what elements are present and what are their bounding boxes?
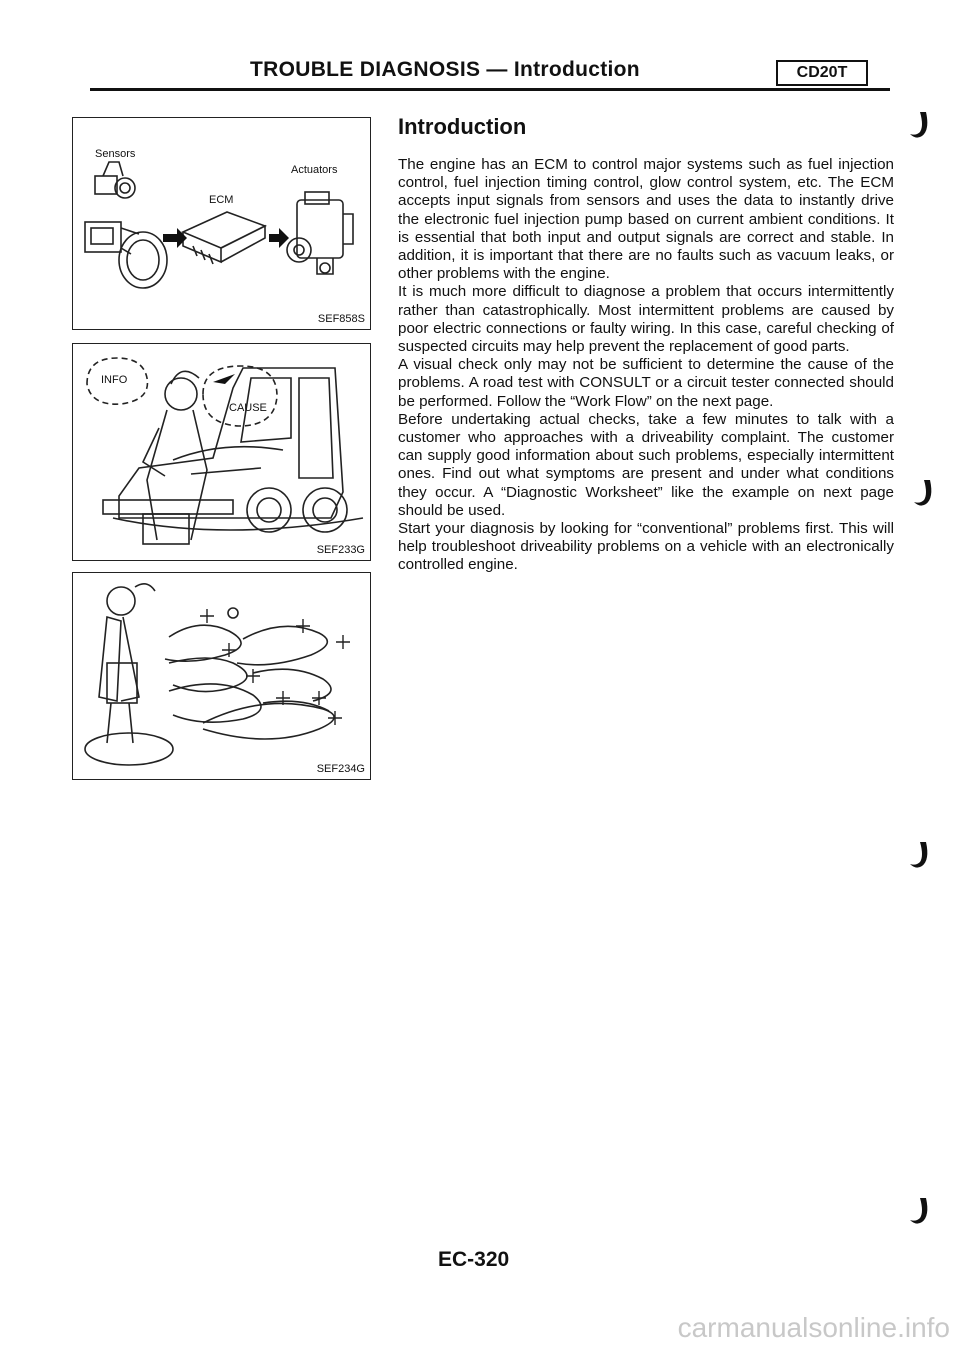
margin-check-icon	[910, 478, 938, 510]
watermark: carmanualsonline.info	[677, 1312, 950, 1343]
page-header-title: TROUBLE DIAGNOSIS — Introduction	[250, 58, 640, 81]
figure-code: SEF233G	[316, 544, 365, 556]
figure-info-cause	[72, 343, 371, 561]
margin-check-icon	[906, 1196, 934, 1228]
paragraph: The engine has an ECM to control major systems such as fuel injection control, fuel injection timing control, glow control system, etc. The ECM accepts input signals from sensors and uses the data to instantly drive the electronic fuel injection pump based on current ambient conditions. It is essential that both input and output signals are correct and stable. In addition, it is important that there are no faults such as vacuum leaks, or other problems with the engine.	[398, 156, 894, 283]
info-label: INFO	[101, 374, 128, 386]
cause-label: CAUSE	[229, 402, 267, 414]
page-number: EC-320	[438, 1248, 510, 1271]
figure-code: SEF858S	[317, 313, 365, 325]
sensors-label: Sensors	[95, 148, 136, 160]
section-body	[398, 156, 894, 575]
wiring-maze-illustration	[73, 573, 370, 779]
header-rule	[90, 88, 890, 91]
paragraph: A visual check only may not be sufficient to determine the cause of the problems. A road test with CONSULT or a circuit tester connected should be performed. Follow the “Work Flow” on the next page.	[398, 356, 894, 410]
figure-wiring-maze	[72, 572, 371, 780]
figure-ecm-system	[72, 117, 371, 330]
paragraph: Start your diagnosis by looking for “conventional” problems first. This will help troubleshoot driveability problems on a vehicle with an electronically controlled engine.	[398, 520, 894, 574]
paragraph: It is much more difficult to diagnose a problem that occurs intermittently rather than catastrophically. Most intermittent problems are caused by poor electric connections or faulty wiring. In this case, careful checking of suspected circuits may help prevent the replacement of good parts.	[398, 283, 894, 356]
section-title: Introduction	[398, 114, 527, 139]
paragraph: Before undertaking actual checks, take a few minutes to talk with a customer who approaches with a driveability complaint. The customer can supply good information about such problems, especially intermittent ones. Find out what symptoms are present and under what conditions they occur. A “Diagnostic Worksheet” like the example on next page should be used.	[398, 410, 894, 519]
margin-check-icon	[906, 840, 934, 872]
margin-check-icon	[906, 110, 934, 142]
actuators-label: Actuators	[291, 164, 338, 176]
ecm-label: ECM	[209, 194, 234, 206]
engine-model-tag: CD20T	[776, 60, 868, 86]
figure-code: SEF234G	[316, 763, 365, 775]
